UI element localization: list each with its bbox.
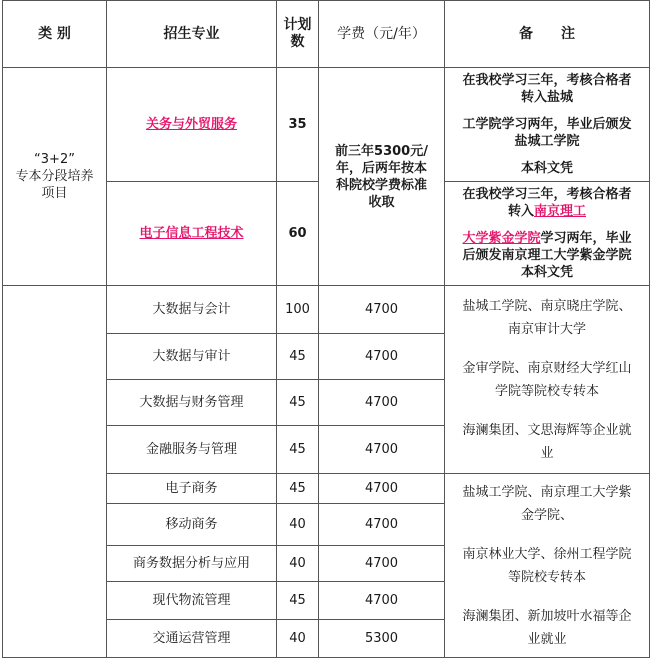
header-note: 备 注 bbox=[445, 1, 650, 68]
plan-cell: 60 bbox=[277, 182, 319, 286]
header-major: 招生专业 bbox=[107, 1, 277, 68]
fee-cell: 4700 bbox=[319, 474, 445, 504]
major-cell: 电子商务 bbox=[107, 474, 277, 504]
note-cell: 在我校学习三年，考核合格者 转入盐城 工学院学习两年，毕业后颁发 盐城工学院 本科文凭 bbox=[445, 68, 650, 182]
plan-cell: 40 bbox=[277, 546, 319, 582]
table-header-row bbox=[3, 1, 650, 68]
major-cell: 大数据与会计 bbox=[107, 286, 277, 334]
plan-cell: 45 bbox=[277, 582, 319, 620]
link-zijin-college[interactable]: 大学紫金学院 bbox=[462, 231, 541, 246]
fee-cell: 4700 bbox=[319, 504, 445, 546]
major-cell: 移动商务 bbox=[107, 504, 277, 546]
major-cell[interactable]: 关务与外贸服务 bbox=[107, 68, 277, 182]
category-3plus2: “3+2” 专本分段培养 项目 bbox=[3, 68, 107, 286]
note-cell-group2: 盐城工学院、南京晓庄学院、 南京审计大学 金审学院、南京财经大学红山 学院等院校专转本 海澜集团、文思海辉等企业就 业 bbox=[445, 286, 650, 474]
major-cell: 现代物流管理 bbox=[107, 582, 277, 620]
category-empty bbox=[3, 286, 107, 658]
table-row bbox=[3, 68, 650, 182]
plan-cell: 40 bbox=[277, 504, 319, 546]
plan-cell: 40 bbox=[277, 620, 319, 658]
fee-cell: 4700 bbox=[319, 334, 445, 380]
header-fee: 学费（元/年） bbox=[319, 1, 445, 68]
plan-cell: 45 bbox=[277, 334, 319, 380]
plan-cell: 35 bbox=[277, 68, 319, 182]
link-nanjing-ligong[interactable]: 南京理工 bbox=[534, 204, 587, 219]
header-category: 类 别 bbox=[3, 1, 107, 68]
fee-cell: 4700 bbox=[319, 546, 445, 582]
note-cell-group3: 盐城工学院、南京理工大学紫 金学院、 南京林业大学、徐州工程学院 等院校专转本 海澜集团、新加坡叶水福等企 业就业 bbox=[445, 474, 650, 658]
major-cell: 交通运营管理 bbox=[107, 620, 277, 658]
enrollment-table bbox=[2, 0, 650, 658]
table-row bbox=[3, 286, 650, 334]
fee-cell: 4700 bbox=[319, 380, 445, 426]
major-cell: 金融服务与管理 bbox=[107, 426, 277, 474]
plan-cell: 45 bbox=[277, 380, 319, 426]
header-plan: 计划 数 bbox=[277, 1, 319, 68]
plan-cell: 100 bbox=[277, 286, 319, 334]
plan-cell: 45 bbox=[277, 426, 319, 474]
major-cell: 商务数据分析与应用 bbox=[107, 546, 277, 582]
fee-cell-3plus2: 前三年5300元/ 年，后两年按本 科院校学费标准 收取 bbox=[319, 68, 445, 286]
note-cell: 在我校学习三年，考核合格者 转入南京理工 大学紫金学院学习两年，毕业 后颁发南京理工大学紫金学院 本科文凭 bbox=[445, 182, 650, 286]
fee-cell: 4700 bbox=[319, 582, 445, 620]
fee-cell: 5300 bbox=[319, 620, 445, 658]
fee-cell: 4700 bbox=[319, 426, 445, 474]
major-cell: 大数据与审计 bbox=[107, 334, 277, 380]
fee-cell: 4700 bbox=[319, 286, 445, 334]
major-cell: 大数据与财务管理 bbox=[107, 380, 277, 426]
major-cell[interactable]: 电子信息工程技术 bbox=[107, 182, 277, 286]
plan-cell: 45 bbox=[277, 474, 319, 504]
